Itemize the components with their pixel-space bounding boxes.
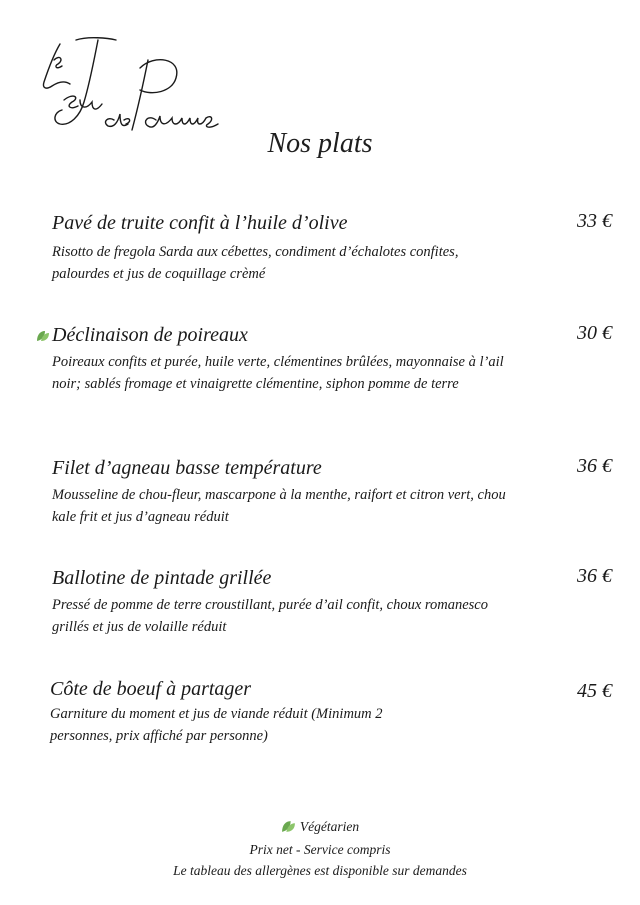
dish-description: Pressé de pomme de terre croustillant, purée d’ail confit, choux romanesco grillés et jus de volaille réduit (52, 597, 488, 635)
dish-name: Pavé de truite confit à l’huile d’olive (52, 212, 348, 234)
leaf-icon (281, 820, 296, 833)
dish-name: Côte de boeuf à partager (50, 678, 252, 700)
dish-description: Poireaux confits et purée, huile verte, clémentines brûlées, mayonnaise à l’ail noir; sablés fromage et vinaigrette clémentine, siphon pomme de terre (52, 354, 504, 392)
page-title: Nos plats (267, 128, 373, 159)
service-note: Prix net - Service compris (249, 842, 391, 857)
restaurant-logo (36, 30, 236, 142)
menu-footer (0, 816, 640, 881)
dish-description: Mousseline de chou-fleur, mascarpone à la menthe, raifort et citron vert, chou kale frit et jus d’agneau réduit (52, 487, 506, 525)
dish-price: 45 € (577, 680, 612, 702)
leaf-icon (36, 330, 50, 342)
dish-name: Filet d’agneau basse température (52, 457, 322, 479)
dish-name: Ballotine de pintade grillée (52, 567, 272, 589)
vegetarian-label: Végétarien (299, 819, 360, 834)
allergen-note: Le tableau des allergènes est disponible sur demandes (173, 863, 467, 878)
dish-price: 30 € (577, 322, 612, 344)
dish-price: 36 € (577, 455, 612, 477)
dish-description: Risotto de fregola Sarda aux cébettes, condiment d’échalotes confites, palourdes et jus de coquillage crèmé (52, 244, 459, 282)
dish-name: Déclinaison de poireaux (52, 324, 248, 346)
dish-price: 36 € (577, 565, 612, 587)
vegetarian-legend (281, 816, 359, 837)
dish-price: 33 € (577, 210, 612, 232)
dish-description: Garniture du moment et jus de viande réduit (Minimum 2 personnes, prix affiché par personne) (50, 706, 383, 744)
